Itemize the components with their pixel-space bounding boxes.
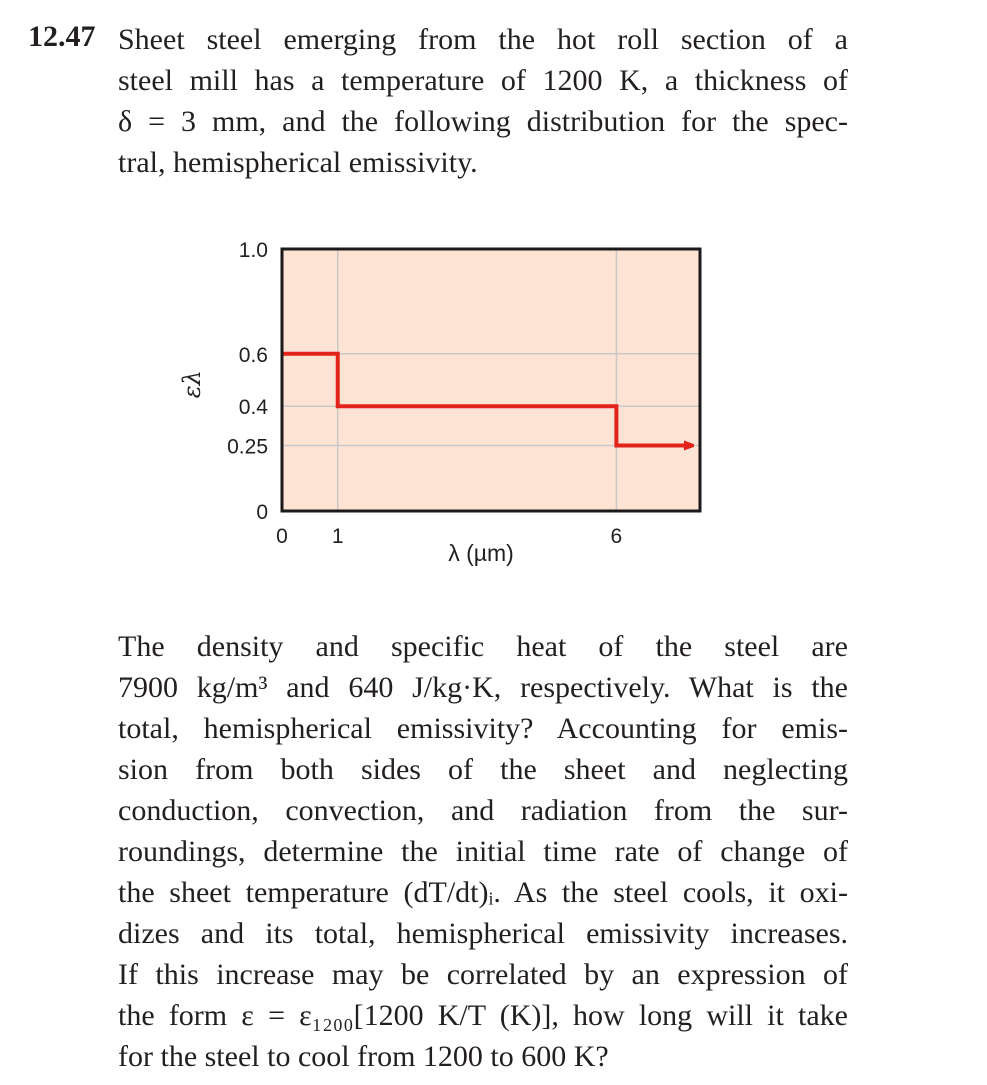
intro-line-3: δ = 3 mm, and the following distribution for the spec- [118, 105, 848, 138]
x-tick-label-0: 0 [276, 525, 288, 548]
body-line-4: sion from both sides of the sheet and neglecting [118, 753, 848, 786]
plot-background [282, 249, 700, 511]
problem-number: 12.47 [28, 20, 96, 53]
chart-svg [160, 225, 720, 585]
intro-line-4: tral, hemispherical emissivity. [118, 146, 478, 179]
x-axis-label: λ (µm) [448, 540, 514, 566]
y-axis-label: ελ [178, 370, 206, 399]
y-tick-label-1: 0.25 [227, 435, 268, 459]
body-line-5: conduction, convection, and radiation from the sur- [118, 794, 848, 827]
y-tick-label-3: 0.6 [238, 343, 268, 367]
body-line-9: If this increase may be correlated by an expression of [118, 958, 848, 991]
body-line-7: the sheet temperature (dT/dt)ᵢ. As the steel cools, it oxi- [118, 876, 848, 909]
intro-line-1: Sheet steel emerging from the hot roll section of a [118, 23, 848, 56]
y-tick-label-2: 0.4 [238, 396, 268, 420]
y-tick-label-0: 0 [256, 501, 268, 524]
y-tick-label-4: 1.0 [238, 239, 268, 262]
x-tick-label-1: 1 [331, 525, 344, 548]
body-line-6: roundings, determine the initial time rate of change of [118, 835, 848, 868]
x-tick-label-2: 6 [610, 525, 623, 548]
problem-body [118, 626, 848, 1077]
body-line-3: total, hemispherical emissivity? Accounting for emis- [118, 712, 848, 745]
body-line-8: dizes and its total, hemispherical emissivity increases. [118, 917, 848, 950]
body-line-10: the form ε = ε₁₂₀₀[1200 K/T (K)], how long will it take [118, 999, 848, 1032]
body-line-1: The density and specific heat of the steel are [118, 630, 848, 663]
body-line-2: 7900 kg/m³ and 640 J/kg·K, respectively. What is the [118, 671, 848, 704]
intro-line-2: steel mill has a temperature of 1200 K, a thickness of [118, 64, 848, 97]
emissivity-chart [160, 225, 720, 585]
body-line-11: for the steel to cool from 1200 to 600 K? [118, 1040, 609, 1073]
